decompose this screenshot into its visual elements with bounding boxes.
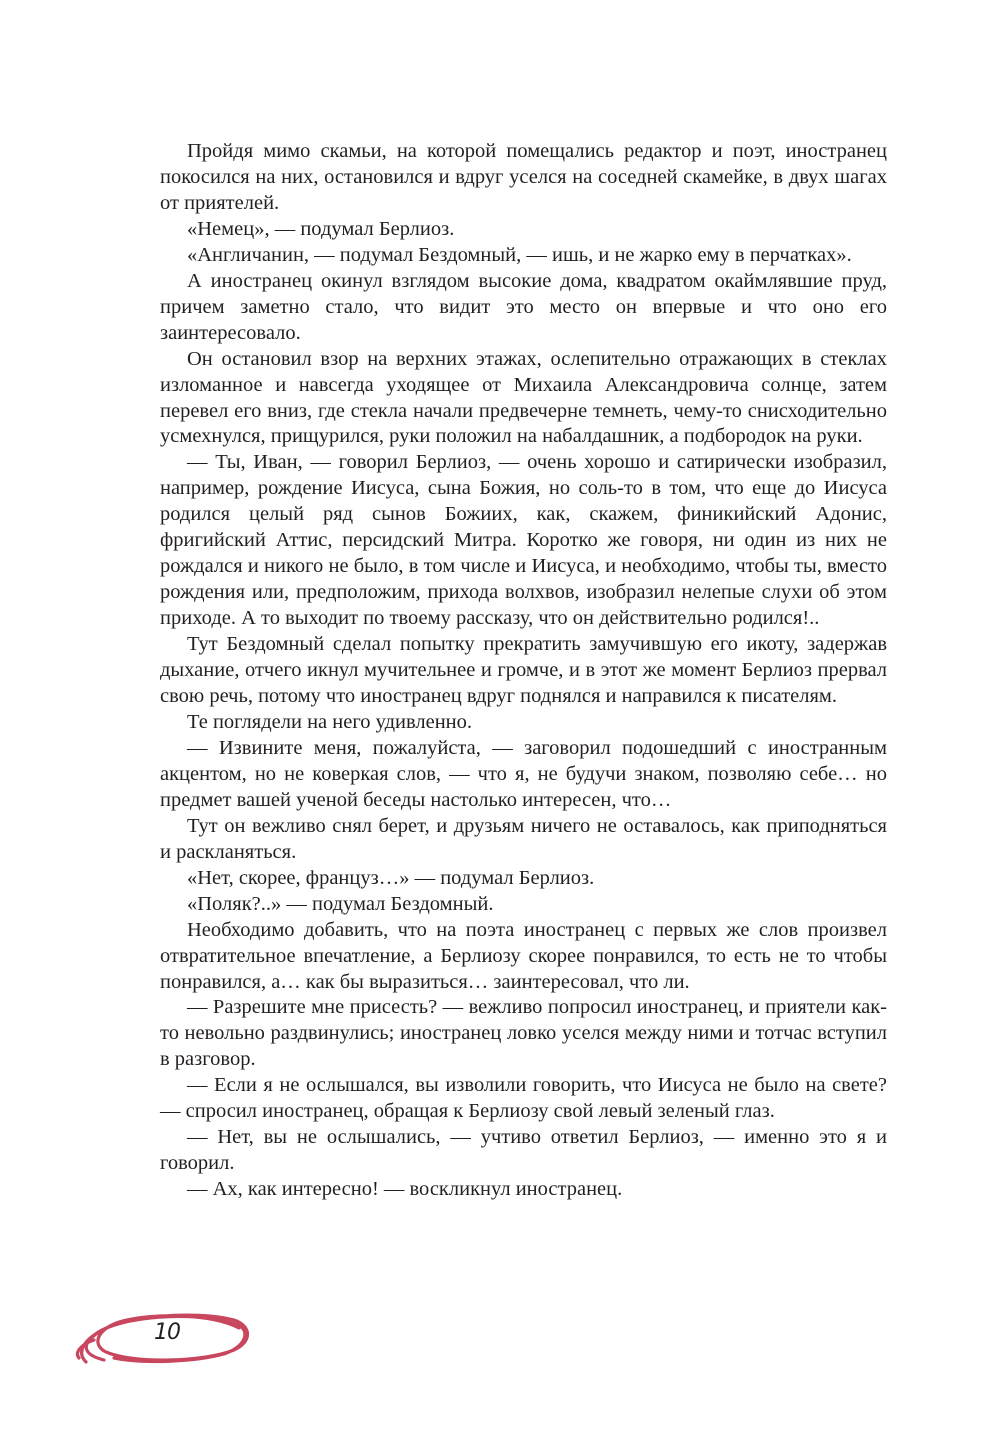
body-text: [160, 139, 887, 1203]
paragraph: Необходимо добавить, что на поэта иностранец с первых же слов произвел отвратительное впечатление, а Берлиозу скорее понравился, то есть не то чтобы понравился, а… как бы выразиться… заинтересовал, что ли.: [160, 918, 887, 993]
paragraph: — Нет, вы не ослышались, — учтиво ответил Берлиоз, — именно это я и говорил.: [160, 1126, 887, 1175]
paragraph: Пройдя мимо скамьи, на которой помещались редактор и поэт, иностранец покосился на них, остановился и вдруг уселся на соседней скамейке, в двух шагах от приятелей.: [160, 140, 887, 214]
paragraph: — Разрешите мне присесть? — вежливо попросил иностранец, и приятели как-то невольно раздвинулись; иностранец ловко уселся между ними и тотчас вступил в разговор.: [160, 996, 887, 1071]
paragraph: Те поглядели на него удивленно.: [187, 710, 473, 733]
paragraph: — Если я не ослышался, вы изволили говорить, что Иисуса не было на свете? — спросил иностранец, обращая к Берлиозу свой левый зеленый глаз.: [160, 1074, 887, 1123]
paragraph: Он остановил взор на верхних этажах, ослепительно отражающих в стеклах изломанное и навсегда уходящее от Михаила Александровича солнце, затем перевел его вниз, где стекла начали предвечерне темнеть, чему-то снисходительно усмехнулся, прищурился, руки положил на набалдашник, а подбородок на руки.: [160, 347, 887, 448]
page-number-badge: [74, 1300, 254, 1380]
paragraph: — Ты, Иван, — говорил Берлиоз, — очень хорошо и сатирически изобразил, например, рождение Иисуса, сына Божия, но соль-то в том, что еще до Иисуса родился целый ряд сынов Божиих, как, скажем, финикийский Адонис, фригийский Аттис, персидский Митра. Коротко же говоря, ни один из них не рождался и никого не было, в том числе и Иисуса, и необходимо, чтобы ты, вместо рождения или, предположим, прихода волхвов, изобразил нелепые слухи об этом приходе. А то выходит по твоему рассказу, что он действительно родился!..: [160, 451, 887, 630]
paragraph: «Нет, скорее, француз…» — подумал Берлиоз.: [187, 866, 595, 889]
paragraph: Тут Бездомный сделал попытку прекратить замучившую его икоту, задержав дыхание, отчего икнул мучительнее и громче, и в этот же момент Берлиоз прервал свою речь, потому что иностранец вдруг поднялся и направился к писателям.: [160, 633, 887, 708]
paragraph: А иностранец окинул взглядом высокие дома, квадратом окаймлявшие пруд, причем заметно стало, что видит это место он впервые и что оно его заинтересовало.: [160, 269, 887, 344]
paragraph: «Поляк?..» — подумал Бездомный.: [187, 892, 494, 915]
paragraph: Тут он вежливо снял берет, и друзьям ничего не оставалось, как приподняться и раскланяться.: [160, 814, 887, 863]
paragraph: — Ах, как интересно! — воскликнул иностранец.: [187, 1178, 623, 1201]
paragraph: «Немец», — подумал Берлиоз.: [187, 217, 455, 240]
page-number: 10: [154, 1320, 180, 1345]
paragraph: — Извините меня, пожалуйста, — заговорил подошедший с иностранным акцентом, но не коверкая слов, — что я, не будучи знаком, позволяю себе… но предмет вашей ученой беседы настолько интересен, что…: [160, 736, 887, 811]
paragraph: «Англичанин, — подумал Бездомный, — ишь, и не жарко ему в перчатках».: [187, 243, 852, 266]
